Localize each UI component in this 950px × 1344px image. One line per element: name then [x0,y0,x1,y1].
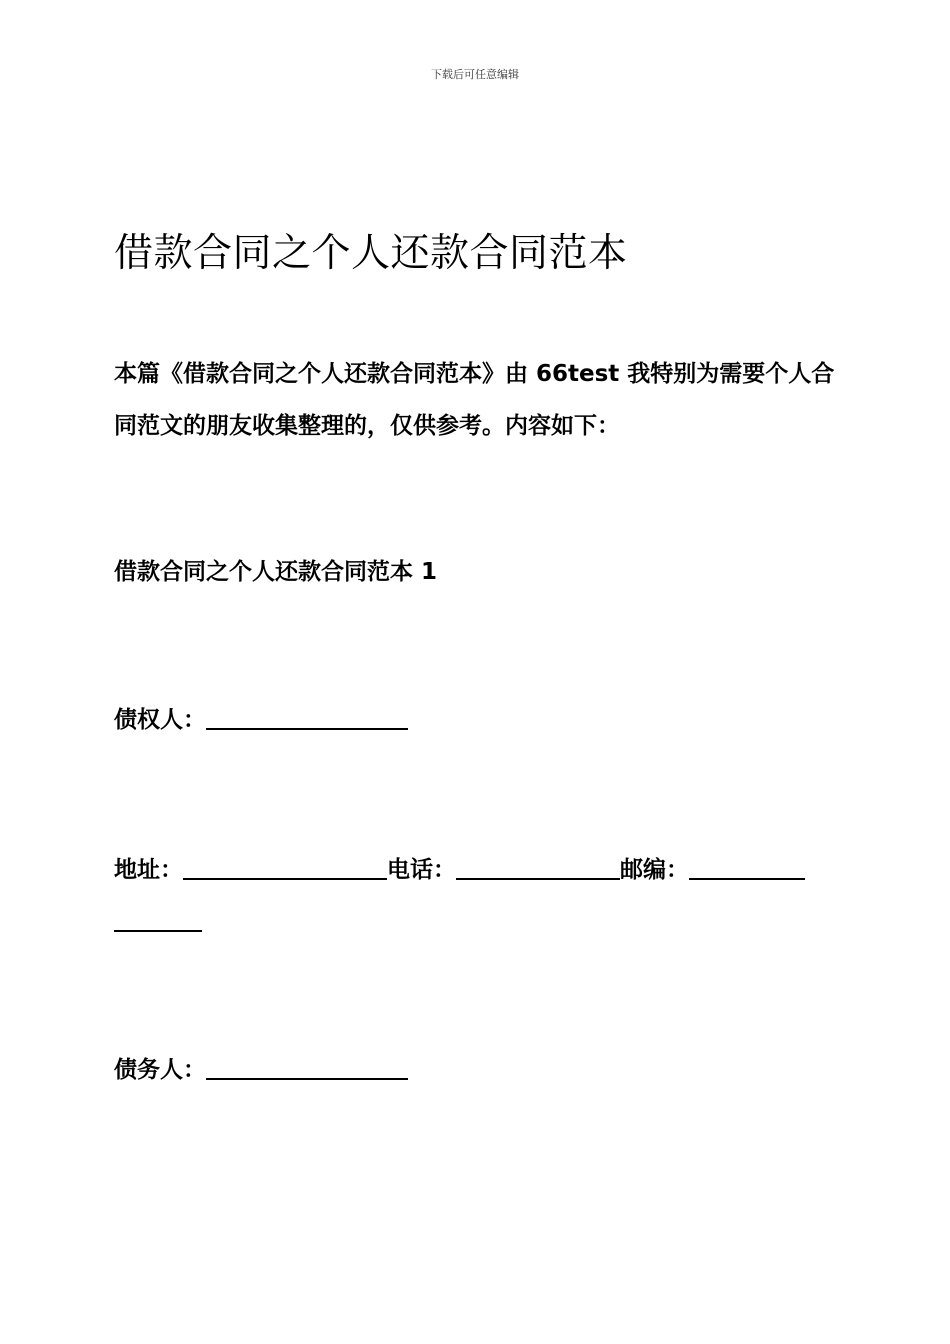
zip-label: 邮编： [620,857,689,883]
address-blank[interactable] [183,850,387,880]
phone-label: 电话： [387,857,456,883]
section-heading: 借款合同之个人还款合同范本 1 [114,559,438,585]
debtor-field [114,1044,842,1096]
document-title: 借款合同之个人还款合同范本 [114,231,628,276]
zip-field-continuation [114,896,842,948]
phone-blank[interactable] [456,850,620,880]
address-field-row [114,844,842,896]
creditor-blank[interactable] [206,700,408,730]
creditor-field [114,694,842,746]
creditor-label: 债权人： [114,707,206,733]
debtor-label: 债务人： [114,1057,206,1083]
address-label: 地址： [114,857,183,883]
zip-blank-continued[interactable] [114,902,202,932]
intro-paragraph: 本篇《借款合同之个人还款合同范本》由 66test 我特别为需要个人合同范文的朋友收集整理的，仅供参考。内容如下： [114,361,835,439]
debtor-blank[interactable] [206,1050,408,1080]
zip-blank[interactable] [689,850,805,880]
page-header-note: 下载后可任意编辑 [431,68,519,81]
